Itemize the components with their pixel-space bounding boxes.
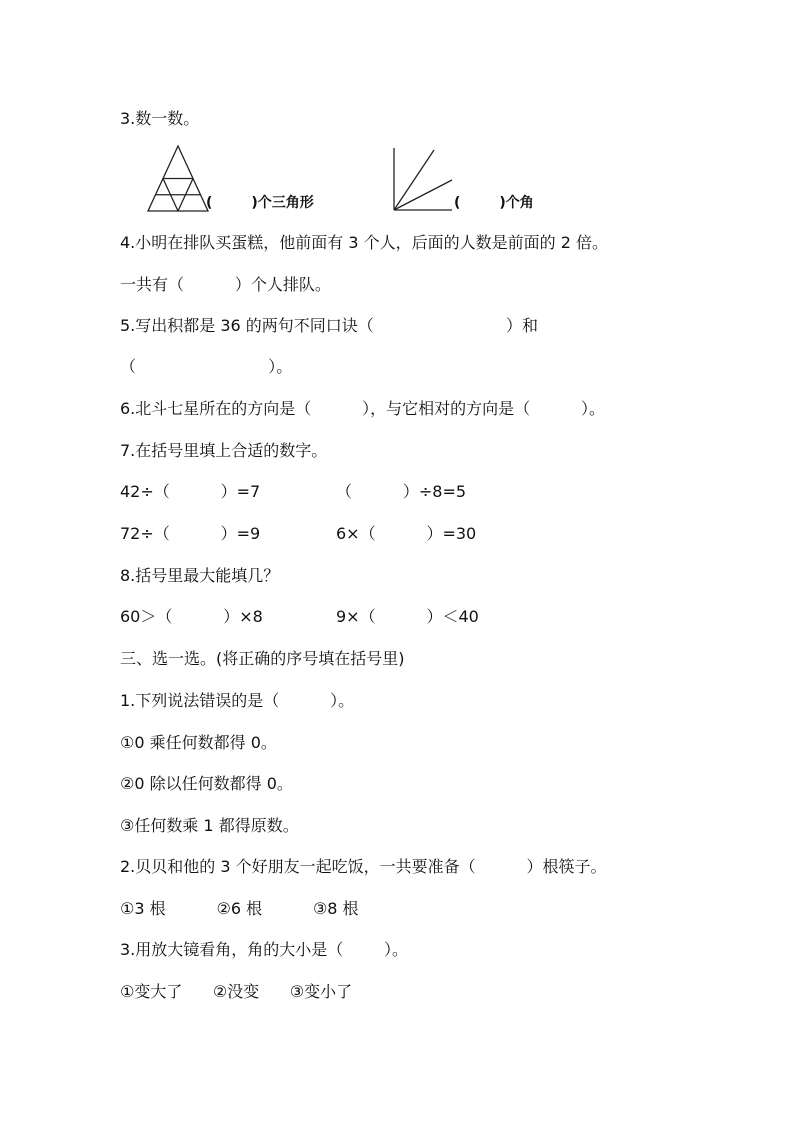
q7-row2-left: 72÷（ ）=9 [120,524,261,543]
c1-title: 1.下列说法错误的是（ ）。 [120,691,355,710]
angle-figure [390,146,454,212]
section3-title: 三、选一选。(将正确的序号填在括号里) [120,649,405,668]
angle-count-label: ( )个角 [454,195,534,211]
triangle-figure [146,144,210,214]
c2-title: 2.贝贝和他的 3 个好朋友一起吃饭，一共要准备（ ）根筷子。 [120,857,607,876]
c3-options: ①变大了 ②没变 ③变小了 [120,982,353,1001]
q5-line1: 5.写出积都是 36 的两句不同口诀（ ）和 [120,316,539,335]
c1-option-2: ②0 除以任何数都得 0。 [120,774,293,793]
c1-option-1: ①0 乘任何数都得 0。 [120,733,277,752]
q8-left: 60＞（ ）×8 [120,607,263,626]
q7-row1-left: 42÷（ ）=7 [120,482,261,501]
q4-line1: 4.小明在排队买蛋糕，他前面有 3 个人，后面的人数是前面的 2 倍。 [120,233,608,252]
q5-line2: （ ）。 [120,357,293,376]
triangle-count-label: ( )个三角形 [206,195,314,211]
q7-title: 7.在括号里填上合适的数字。 [120,441,328,460]
q4-line2: 一共有（ ）个人排队。 [120,275,331,294]
q8-title: 8.括号里最大能填几？ [120,566,280,585]
c1-option-3: ③任何数乘 1 都得原数。 [120,816,299,835]
c3-title: 3.用放大镜看角，角的大小是（ ）。 [120,940,408,959]
q8-right: 9×（ ）＜40 [336,607,479,626]
q6-line1: 6.北斗七星所在的方向是（ ），与它相对的方向是（ ）。 [120,399,605,418]
q7-row2-right: 6×（ ）=30 [336,524,477,543]
q7-row1-right: （ ）÷8=5 [336,482,467,501]
c2-options: ①3 根 ②6 根 ③8 根 [120,899,359,918]
q3-title: 3.数一数。 [120,109,200,128]
